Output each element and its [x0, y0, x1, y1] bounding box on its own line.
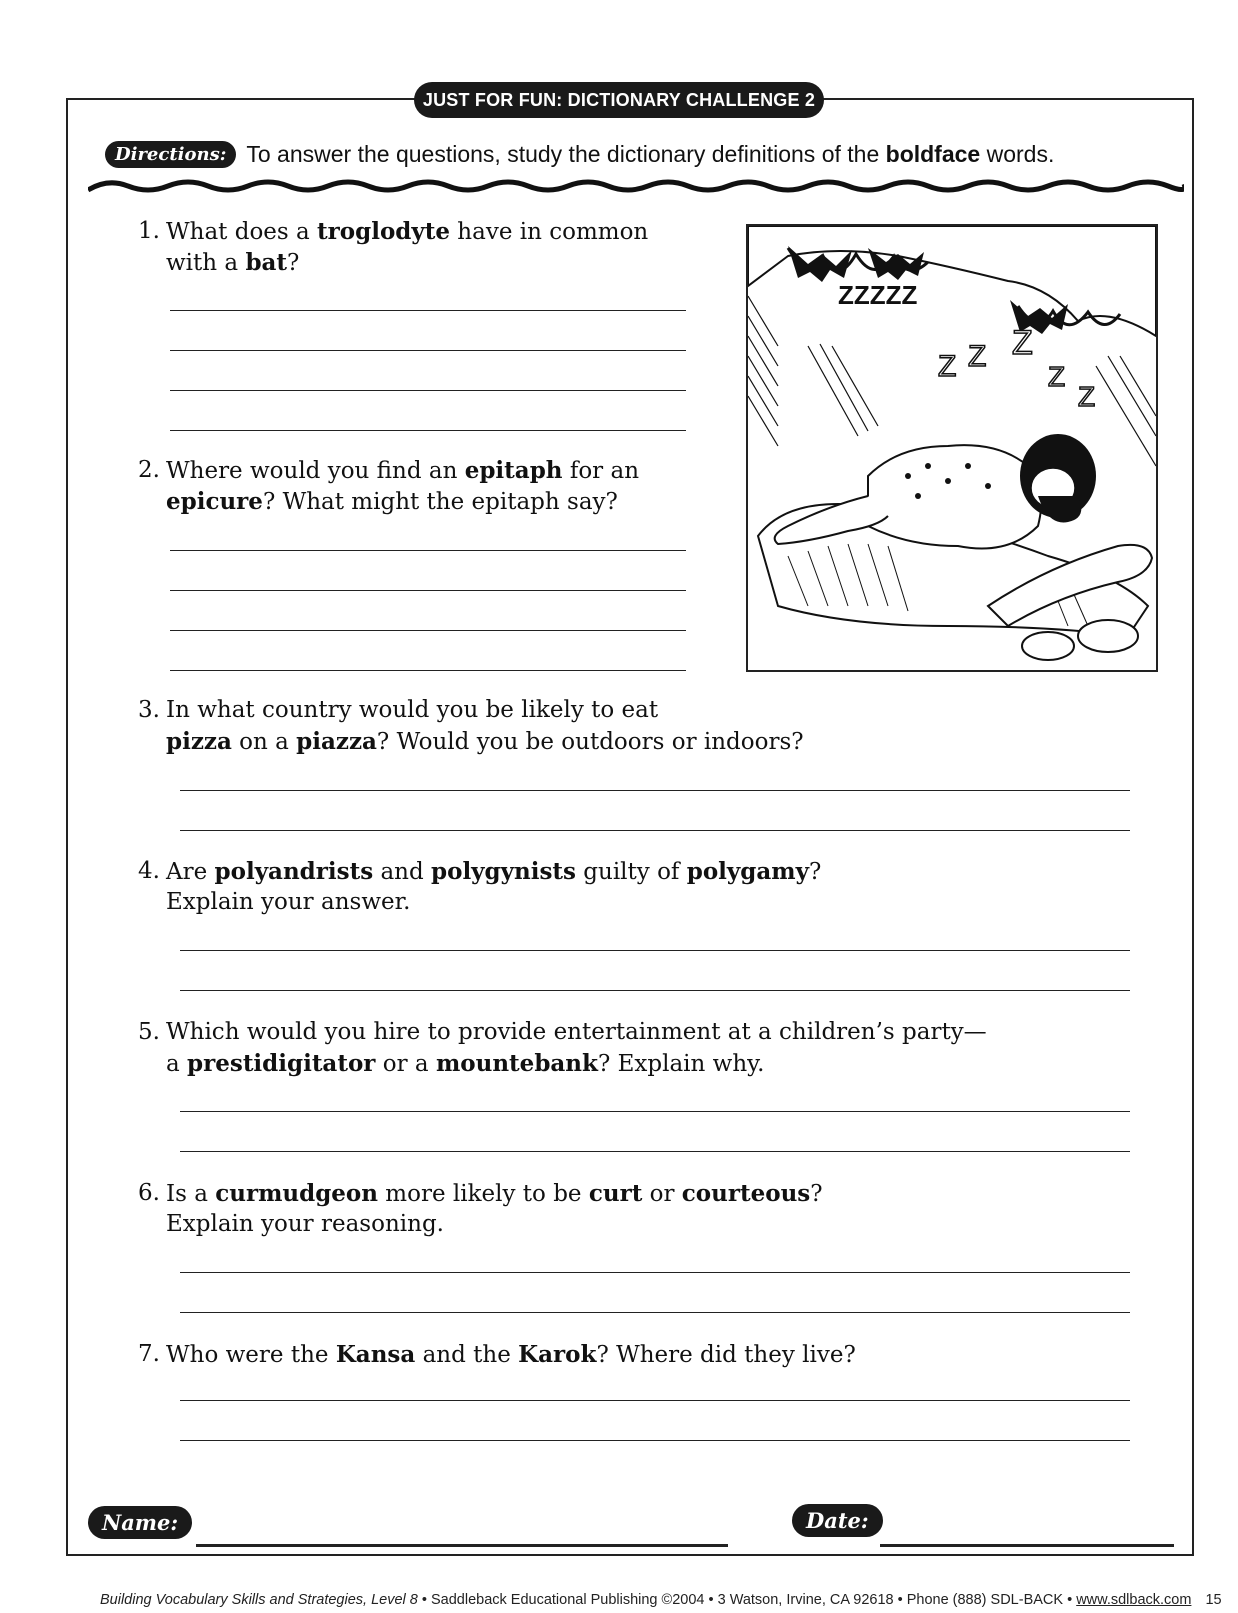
snore-text: ZZZZZ	[838, 280, 918, 310]
question-number: 1.	[138, 218, 160, 244]
vocab-word: prestidigitator	[187, 1050, 376, 1077]
answer-line[interactable]	[180, 1440, 1130, 1441]
name-field[interactable]	[196, 1544, 728, 1547]
wavy-divider	[88, 172, 1184, 198]
question-text-line: Explain your answer.	[166, 889, 411, 915]
vocab-word: bat	[245, 249, 288, 276]
vocab-word: epitaph	[464, 457, 563, 484]
question-text-line: Who were the Kansa and the Karok? Where did they live?	[166, 1341, 856, 1368]
question-number: 5.	[138, 1019, 160, 1045]
directions-label: Directions:	[105, 141, 236, 168]
credit-url-link[interactable]: www.sdlback.com	[1076, 1592, 1192, 1608]
publisher-credit	[100, 1592, 1222, 1608]
cave-icon	[748, 226, 1156, 670]
question-text-line: pizza on a piazza? Would you be outdoors or indoors?	[166, 728, 804, 755]
question-number: 4.	[138, 858, 160, 884]
svg-text:Z: Z	[938, 350, 957, 383]
question-text-line: Are polyandrists and polygynists guilty of polygamy?	[166, 858, 822, 885]
question-text-line: Explain your reasoning.	[166, 1211, 444, 1237]
directions	[105, 134, 1205, 174]
answer-line[interactable]	[170, 310, 686, 311]
answer-line[interactable]	[170, 550, 686, 551]
svg-text:Z: Z	[1078, 381, 1096, 412]
question-number: 2.	[138, 457, 160, 483]
answer-line[interactable]	[180, 1400, 1130, 1401]
vocab-word: curmudgeon	[215, 1180, 378, 1207]
answer-line[interactable]	[180, 790, 1130, 791]
worksheet-title: JUST FOR FUN: DICTIONARY CHALLENGE 2	[414, 82, 824, 118]
directions-text	[246, 141, 1054, 168]
question-text-line: Is a curmudgeon more likely to be curt or courteous?	[166, 1180, 823, 1207]
svg-text:Z: Z	[1012, 324, 1033, 362]
question-number: 3.	[138, 697, 160, 723]
answer-line[interactable]	[170, 390, 686, 391]
question-text-line: What does a troglodyte have in common	[166, 218, 649, 245]
question-text-line: In what country would you be likely to eat	[166, 697, 659, 723]
credit-book-title: Building Vocabulary Skills and Strategies, Level 8	[100, 1592, 418, 1608]
directions-bold-word: boldface	[885, 140, 981, 167]
vocab-word: pizza	[166, 728, 232, 755]
date-label: Date:	[792, 1504, 883, 1537]
name-label: Name:	[88, 1506, 192, 1539]
answer-line[interactable]	[180, 830, 1130, 831]
vocab-word: piazza	[296, 728, 377, 755]
credit-publisher: • Saddleback Educational Publishing ©2004 • 3 Watson, Irvine, CA 92618 • Phone (888) SDL-BACK •	[417, 1592, 1077, 1608]
date-field[interactable]	[880, 1544, 1174, 1547]
answer-line[interactable]	[170, 590, 686, 591]
answer-line[interactable]	[180, 950, 1130, 951]
sleeping-caveman-illustration	[746, 224, 1158, 672]
answer-line[interactable]	[180, 1151, 1130, 1152]
answer-line[interactable]	[180, 1111, 1130, 1112]
svg-text:Z: Z	[968, 340, 987, 373]
question-text-line: with a bat?	[166, 249, 300, 276]
vocab-word: polyandrists	[214, 858, 374, 885]
vocab-word: epicure	[166, 488, 263, 515]
directions-text-after: words.	[986, 140, 1055, 167]
question-text-line: Where would you find an epitaph for an	[166, 457, 640, 484]
vocab-word: courteous	[681, 1180, 811, 1207]
page-number: 15	[1205, 1592, 1222, 1608]
question-number: 6.	[138, 1180, 160, 1206]
question-text-line: Which would you hire to provide entertainment at a children’s party—	[166, 1019, 987, 1045]
answer-line[interactable]	[180, 990, 1130, 991]
vocab-word: polygamy	[686, 858, 809, 885]
vocab-word: troglodyte	[317, 218, 450, 245]
answer-line[interactable]	[170, 630, 686, 631]
vocab-word: mountebank	[435, 1050, 598, 1077]
vocab-word: Kansa	[335, 1341, 416, 1368]
question-text-line: epicure? What might the epitaph say?	[166, 488, 618, 515]
answer-line[interactable]	[170, 430, 686, 431]
vocab-word: curt	[588, 1180, 643, 1207]
answer-line[interactable]	[180, 1272, 1130, 1273]
answer-line[interactable]	[180, 1312, 1130, 1313]
question-number: 7.	[138, 1341, 160, 1367]
question-text-line: a prestidigitator or a mountebank? Explain why.	[166, 1050, 765, 1077]
directions-text-before: To answer the questions, study the dictionary definitions of the	[246, 140, 880, 167]
answer-line[interactable]	[170, 350, 686, 351]
vocab-word: polygynists	[431, 858, 576, 885]
answer-line[interactable]	[170, 670, 686, 671]
svg-text:Z: Z	[1048, 361, 1066, 392]
vocab-word: Karok	[518, 1341, 597, 1368]
